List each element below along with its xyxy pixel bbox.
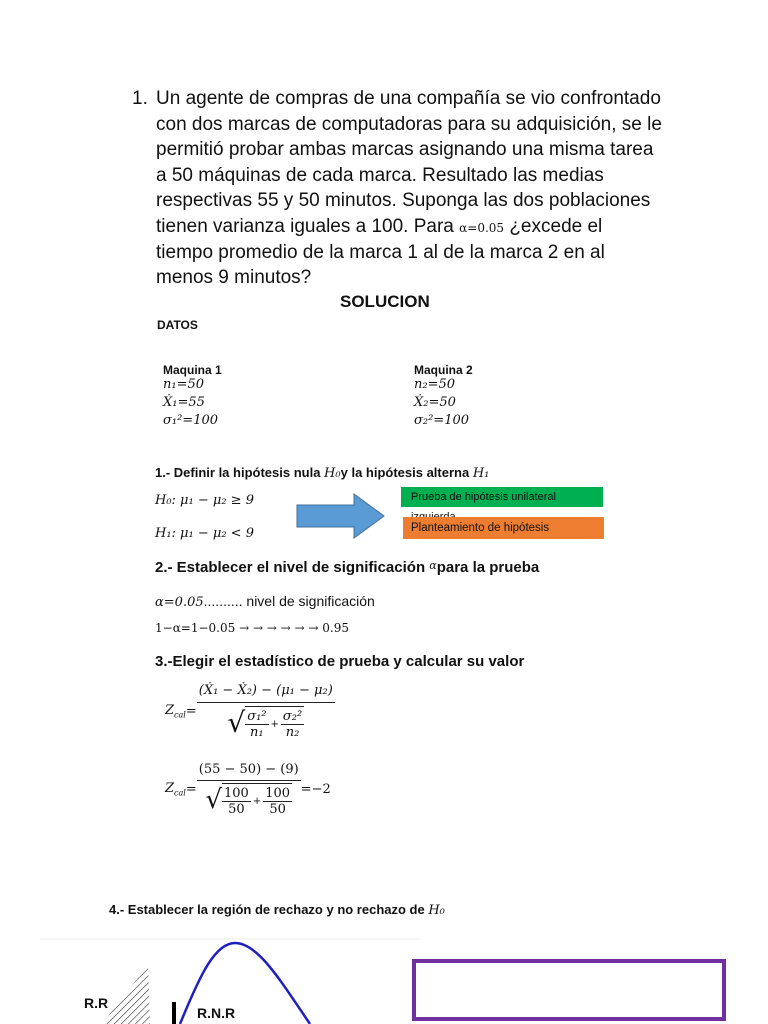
alpha-line bbox=[155, 593, 375, 610]
empty-purple-box bbox=[412, 959, 726, 1021]
step1-h0-symbol: H₀ bbox=[324, 466, 341, 481]
non-rejection-region-label: R.N.R bbox=[197, 1005, 236, 1021]
problem-line: Un agente de compras de una compañía se vio confrontado bbox=[156, 88, 661, 109]
step1-title-text-b: y la hipótesis alterna bbox=[340, 465, 473, 480]
step1-title-text: 1.- Definir la hipótesis nula bbox=[155, 465, 325, 480]
zcal-numerator: (Ẋ₁ − Ẋ₂) − (μ₁ − μ₂) bbox=[197, 683, 335, 703]
maquina1-n: n₁=50 bbox=[163, 377, 205, 392]
zcal-formula: $Z_{cal}$ = (Ẋ₁ − Ẋ₂) − (μ₁ − μ₂) √ $\frac{\text{σ₁²}}{\text{n₁}}$ + $\frac{\text{σ₂²}}{\text{n₂}}$ bbox=[165, 683, 333, 740]
maquina2-mean: Ẋ₂=50 bbox=[414, 395, 456, 410]
problem-line: tiempo promedio de la marca 1 al de la marca 2 en al bbox=[156, 241, 605, 263]
test-type-badge: Prueba de hipótesis unilateral bbox=[401, 487, 603, 507]
calc-denominator: √ $\frac{100}{50}$ + $\frac{100}{50}$ bbox=[205, 785, 291, 817]
alpha-symbol: α bbox=[429, 559, 437, 572]
maquina1-mean: Ẋ₁=55 bbox=[163, 395, 205, 410]
zcal-symbol: $Z_{cal}$ bbox=[165, 703, 186, 720]
problem-line: tienen varianza iguales a 100. Para bbox=[156, 216, 454, 237]
zcal-calculation: $Z_{cal}$ = (55 − 50) − (9) √ $\frac{100}{50}$ + $\frac{100}{50}$ =−2 bbox=[165, 762, 331, 817]
datos-label: DATOS bbox=[157, 318, 198, 332]
maquina2-label: Maquina 2 bbox=[414, 363, 473, 377]
step3-title: 3.-Elegir el estadístico de prueba y calcular su valor bbox=[155, 653, 525, 670]
problem-line: permitió probar ambas marcas asignando una misma tarea bbox=[156, 139, 654, 161]
alt-hypothesis: H₁: μ₁ − μ₂ < 9 bbox=[155, 526, 254, 541]
rejection-region-label: R.R bbox=[84, 995, 109, 1011]
step1-title bbox=[155, 465, 489, 481]
problem-line: menos 9 minutos? bbox=[156, 267, 312, 289]
alpha-value: α=0.05 bbox=[155, 595, 204, 610]
solution-heading: SOLUCION bbox=[340, 292, 430, 311]
problem-line-with-alpha bbox=[156, 214, 602, 242]
sqrt-icon: √ bbox=[227, 706, 246, 739]
zcal-fraction bbox=[197, 683, 335, 740]
zcal-denominator: √ $\frac{\text{σ₁²}}{\text{n₁}}$ + $\frac{\text{σ₂²}}{\text{n₂}}$ bbox=[227, 706, 303, 740]
zcal-symbol: $Z_{cal}$ bbox=[165, 781, 186, 798]
problem-line: a 50 máquinas de cada marca. Resultado las medias bbox=[156, 164, 604, 186]
null-hypothesis: H₀: μ₁ − μ₂ ≥ 9 bbox=[155, 493, 254, 508]
step4-title-text: 4.- Establecer la región de rechazo y no rechazo de bbox=[109, 902, 429, 917]
confidence-line: 1−α=1−0.05 → → → → → → 0.95 bbox=[155, 621, 350, 635]
step2-title-text: 2.- Establecer el nivel de significación bbox=[155, 559, 430, 576]
alpha-inline: α=0.05 bbox=[459, 221, 505, 235]
sqrt-icon: √ bbox=[205, 785, 223, 815]
step2-title-text-b: para la prueba bbox=[436, 559, 540, 576]
maquina1-label: Maquina 1 bbox=[163, 363, 222, 377]
critical-value-marker bbox=[172, 1002, 176, 1024]
problem-number: 1. bbox=[132, 88, 148, 109]
calc-fraction bbox=[197, 762, 301, 817]
problem-line: con dos marcas de computadoras para su adquisición, se le bbox=[156, 113, 662, 135]
maquina1-block bbox=[163, 363, 222, 428]
maquina1-variance: σ₁²=100 bbox=[163, 413, 219, 428]
rejection-hatch bbox=[102, 965, 150, 1024]
right-arrow-icon bbox=[296, 493, 386, 539]
calc-result: =−2 bbox=[300, 782, 331, 797]
problem-line: respectivas 55 y 50 minutos. Suponga las dos poblaciones bbox=[156, 190, 651, 212]
maquina2-n: n₂=50 bbox=[414, 377, 456, 392]
step1-h1-symbol: H₁ bbox=[472, 466, 490, 481]
problem-line: ¿excede el bbox=[509, 216, 603, 237]
step4-h0-symbol: H₀ bbox=[428, 903, 445, 918]
hypothesis-badge: Planteamiento de hipótesis bbox=[403, 517, 604, 539]
maquina2-block bbox=[414, 363, 473, 428]
step4-title bbox=[109, 902, 445, 918]
alpha-desc: .......... nivel de significación bbox=[203, 593, 375, 609]
calc-numerator: (55 − 50) − (9) bbox=[197, 762, 301, 781]
maquina2-variance: σ₂²=100 bbox=[414, 413, 470, 428]
step2-title bbox=[155, 559, 539, 576]
